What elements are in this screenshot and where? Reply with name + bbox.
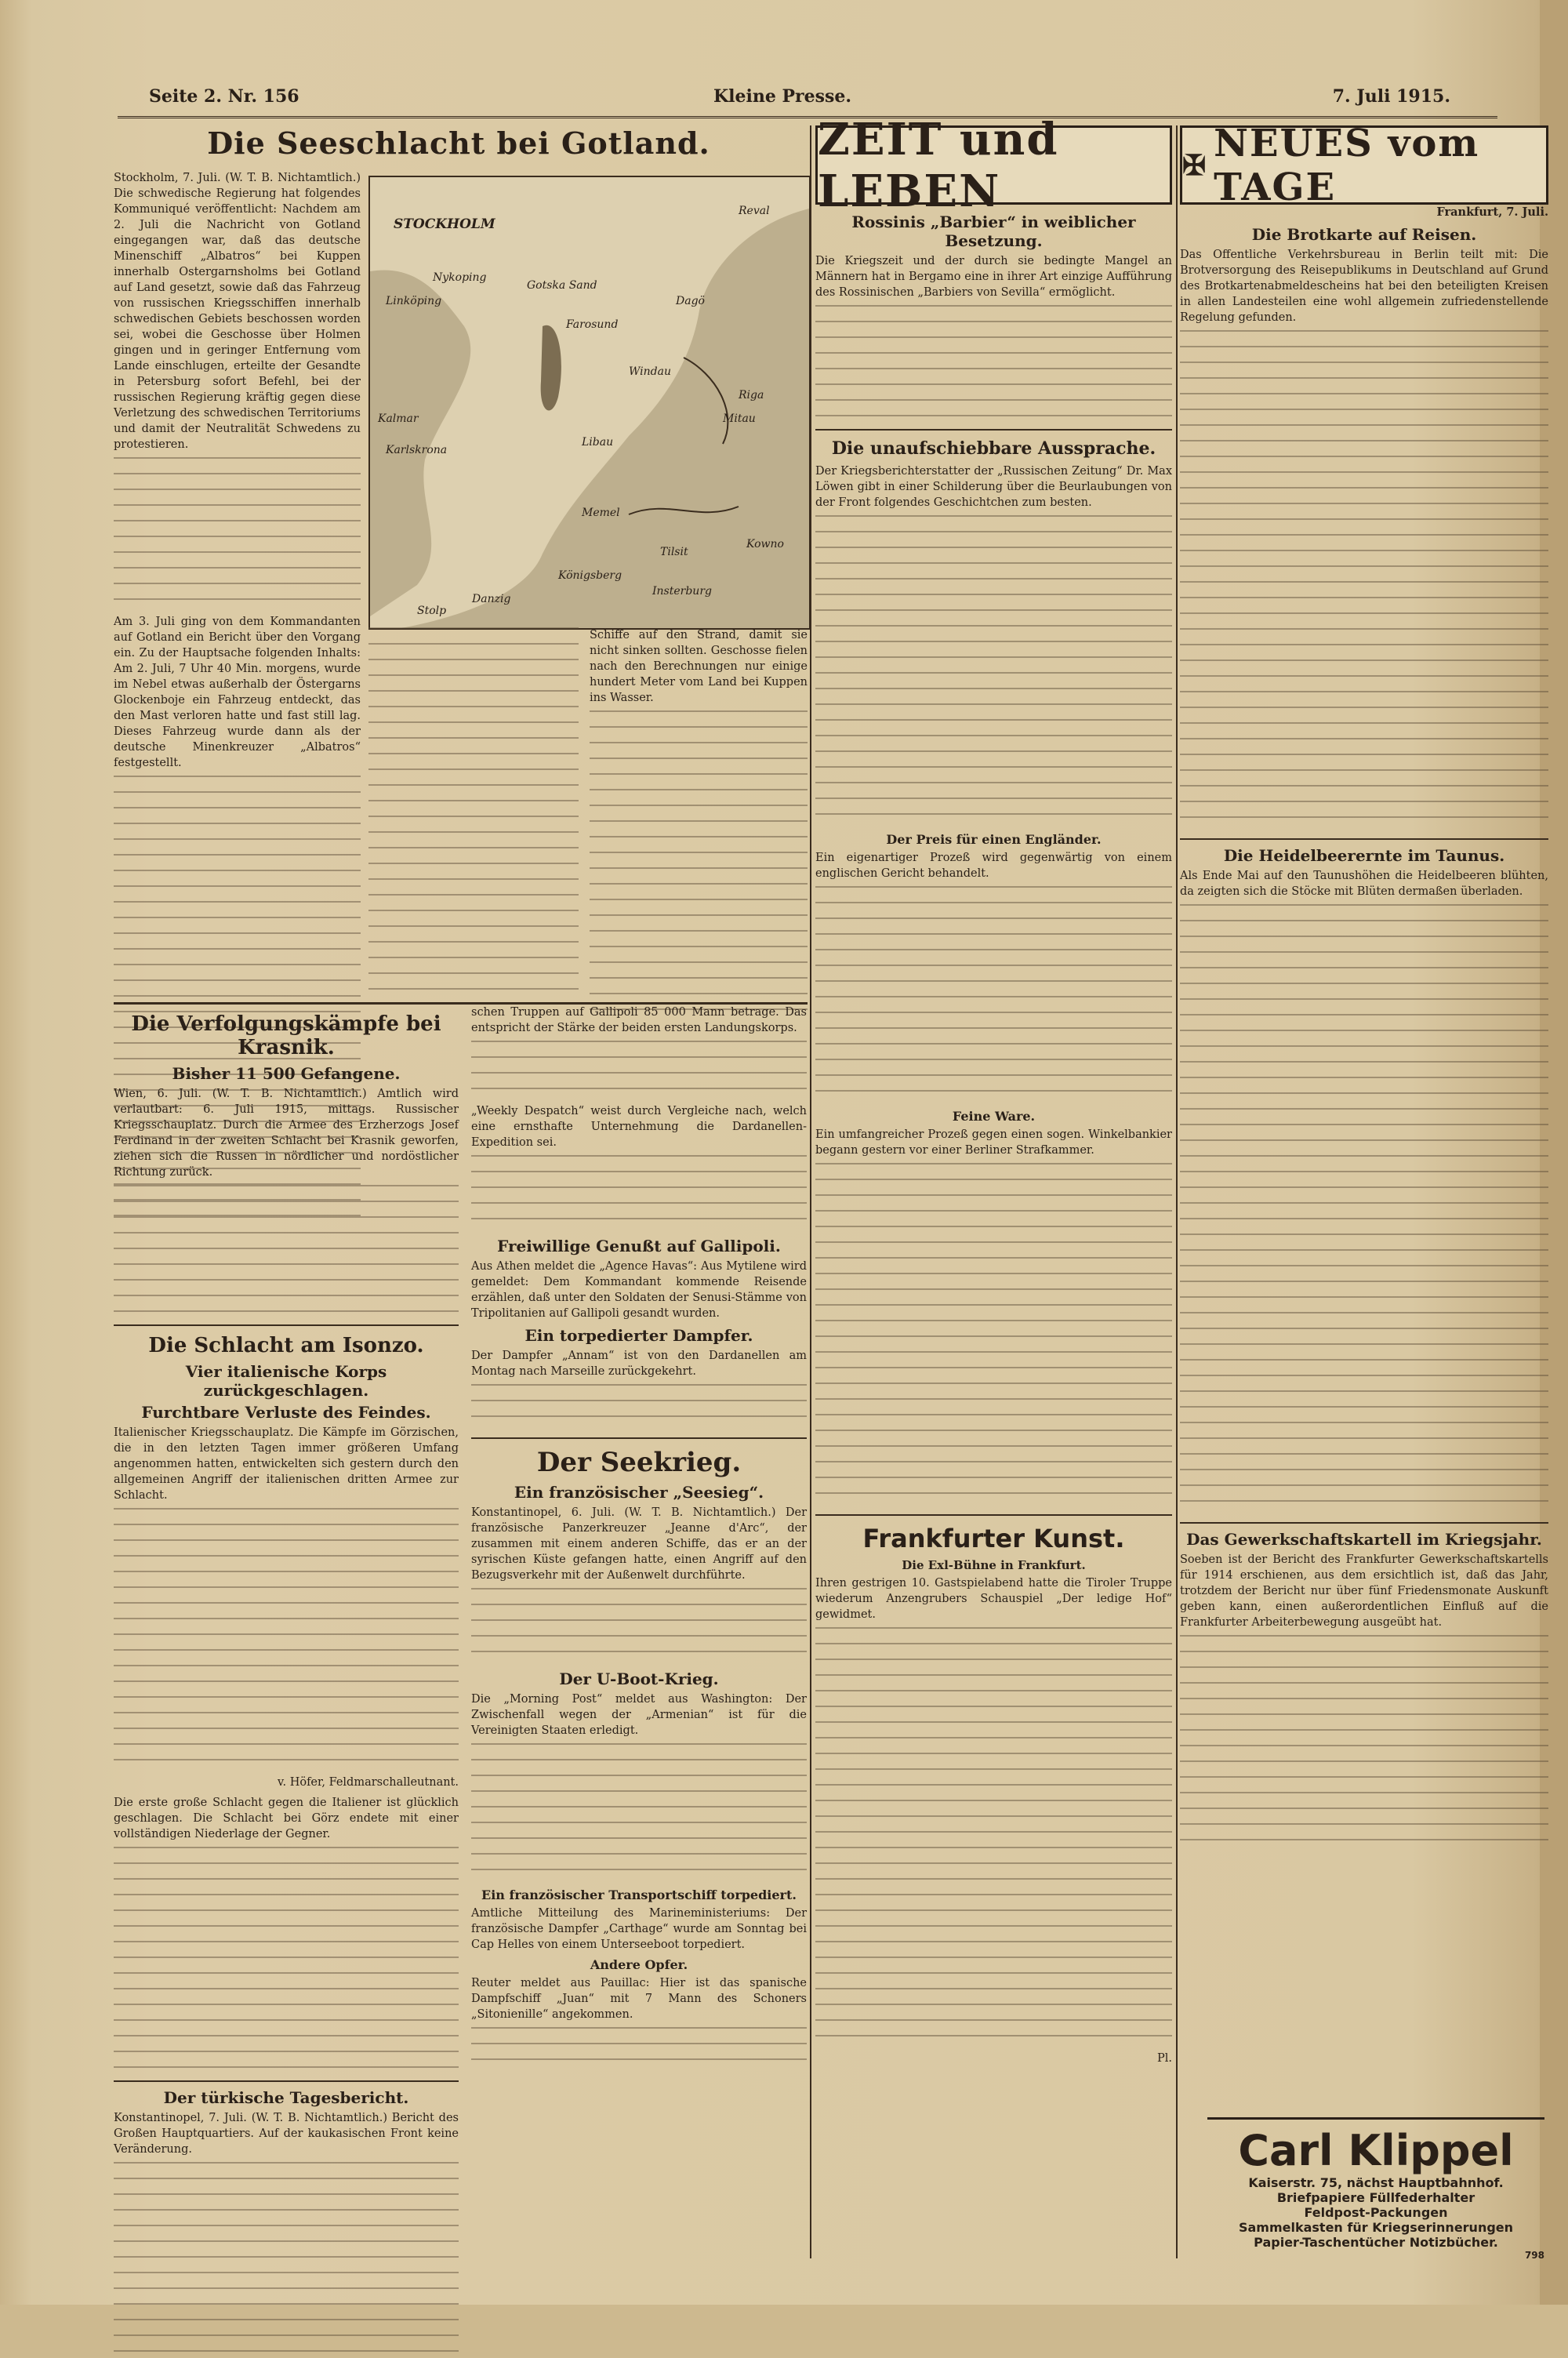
eagle-icon: ✠	[1182, 148, 1208, 182]
map-label: Farosund	[566, 318, 619, 331]
text-block	[368, 627, 579, 996]
column-divider	[810, 125, 811, 2258]
article-paragraph: Reuter meldet aus Pauillac: Hier ist das spanische Dampfschiff „Juan“ mit 7 Mann des Schoners „Sitonienille“ angekommen.	[471, 1977, 807, 2021]
text-block	[471, 1384, 807, 1431]
text-block	[815, 515, 1172, 829]
text-block	[471, 1155, 807, 1233]
map-label: Kalmar	[378, 412, 419, 425]
subhead-feine-ware: Feine Ware.	[952, 1109, 1036, 1124]
article-paragraph: Die erste große Schlacht gegen die Italiener ist glücklich geschlagen. Die Schlacht bei Görz endete mit einer vollständigen Niederlage der Gegner.	[114, 1797, 459, 1840]
headline-tuerk: Der türkische Tagesbericht.	[163, 2088, 409, 2107]
article-paragraph: „Weekly Despatch“ weist durch Vergleiche nach, welch eine ernsthafte Unternehmung die Dardanellen-Expedition sei.	[471, 1105, 807, 1149]
headline-isonzo: Die Schlacht am Isonzo.	[148, 1334, 424, 1357]
article-paragraph: Die Kriegszeit und der durch sie bedingte Mangel an Männern hat in Bergamo eine in ihrer Art einzige Aufführung des Rossinischen „Barbiers von Sevilla“ ermöglicht.	[815, 255, 1172, 299]
text-block	[471, 1041, 807, 1103]
map-label: Mitau	[723, 412, 756, 425]
headline-kunst: Frankfurter Kunst.	[862, 1524, 1125, 1553]
map-label: STOCKHOLM	[394, 216, 495, 232]
subhead-dampfer: Ein torpedierter Dampfer.	[524, 1326, 753, 1345]
map-label: Libau	[582, 436, 614, 449]
map-label: Insterburg	[652, 585, 712, 598]
subhead-transport: Ein französischer Transportschiff torpediert.	[481, 1887, 797, 1902]
article-paragraph: Ein umfangreicher Prozeß gegen einen sogen. Winkelbankier begann gestern vor einer Berliner Strafkammer.	[815, 1128, 1172, 1157]
article-paragraph: Das Offentliche Verkehrsbureau in Berlin teilt mit: Die Brotversorgung des Reisepublikums in Deutschland auf Grund des Brotkartenabmeldescheins hat bei den beteiligten Kreisen in allen Landesteilen eine wohl allgemein zufriedenstellende Regelung gefunden.	[1180, 249, 1548, 324]
map-label: Karlskrona	[386, 444, 448, 456]
baltic-map	[368, 176, 811, 630]
article-paragraph: Ein eigenartiger Prozeß wird gegenwärtig von einem englischen Gericht behandelt.	[815, 852, 1172, 880]
issue-date: 7. Juli 1915.	[1332, 86, 1450, 107]
subhead-isonzo-2: Furchtbare Verluste des Feindes.	[141, 1403, 431, 1422]
dateline: Frankfurt, 7. Juli.	[1436, 205, 1548, 219]
headline-gewerkschaft: Das Gewerkschaftskartell im Kriegsjahr.	[1186, 1530, 1542, 1549]
map-label: Reval	[739, 205, 770, 217]
signature: Pl.	[1156, 2052, 1172, 2065]
text-block	[114, 1847, 459, 2074]
article-paragraph: Wien, 6. Juli. (W. T. B. Nichtamtlich.) Amtlich wird verlautbart: 6. Juli 1915, mittags. Russischer Kriegsschauplatz. Durch die Armee des Erzherzogs Josef Ferdinand in der zweiten Schlacht bei Krasnik geworfen, ziehen sich die Russen in nördlicher und nordöstlicher Richtung zurück.	[114, 1088, 459, 1179]
text-block	[114, 2162, 459, 2358]
text-block	[1180, 1635, 1548, 1855]
text-block	[815, 305, 1172, 423]
map-label: Danzig	[472, 593, 511, 605]
column-zeit-und-leben	[815, 113, 1172, 2071]
article-paragraph: Aus Athen meldet die „Agence Havas“: Aus Mytilene wird gemeldet: Dem Kommandant kommende Reisende erzählen, daß unter den Soldaten der Senusi-Stämme von Tripolitanien auf Gallipoli gesandt wurden.	[471, 1260, 807, 1320]
headline-seekrieg: Der Seekrieg.	[536, 1447, 742, 1478]
headline-verfolgung: Die Verfolgungskämpfe bei Krasnik.	[131, 1012, 441, 1059]
subhead-kunst: Die Exl-Bühne in Frankfurt.	[902, 1558, 1086, 1572]
article-paragraph: Der Dampfer „Annam“ ist von den Dardanellen am Montag nach Marseille zurückgekehrt.	[471, 1350, 807, 1378]
map-label: Riga	[739, 389, 764, 401]
article-paragraph: Am 3. Juli ging von dem Kommandanten auf Gotland ein Bericht über den Vorgang ein. Zu der Hauptsache folgenden Inhalts: Am 2. Juli, 7 Uhr 40 Min. morgens, wurde im Nebel etwas außerhalb der Östergarns Glockenboje ein Fahrzeug entdeckt, das den Mast verloren hatte und fast still lag. Dieses Fahrzeug wurde dann als der deutsche Minenkreuzer „Albatros“ festgestellt.	[114, 616, 361, 769]
subhead-isonzo-1: Vier italienische Korps zurückgeschlagen.	[185, 1362, 387, 1400]
text-block	[114, 457, 361, 614]
column-neues-vom-tage	[1180, 121, 1548, 1855]
text-block	[114, 1185, 459, 1318]
subhead-verfolgung: Bisher 11 500 Gefangene.	[172, 1064, 401, 1083]
divider	[815, 1514, 1172, 1516]
article-paragraph: Amtliche Mitteilung des Marineministeriums: Der französische Dampfer „Carthage“ wurde am Sonntag bei Cap Helles von einem Unterseeboot torpediert.	[471, 1907, 807, 1951]
article-paragraph: Konstantinopel, 6. Juli. (W. T. B. Nichtamtlich.) Der französische Panzerkreuzer „Jeanne d'Arc“, der zusammen mit einem anderen Schiffe, das er an der syrischen Küste gefangen hatte, einen Angriff auf den Bezugsverkehr mit der Außenwelt durchführte.	[471, 1506, 807, 1582]
headline-barbier: Rossinis „Barbier“ in weiblicher Besetzung.	[851, 213, 1136, 250]
divider	[114, 2080, 459, 2082]
article-paragraph: Soeben ist der Bericht des Frankfurter Gewerkschaftskartells für 1914 erschienen, aus dem ersichtlich ist, daß das Jahr, trotzdem der Bericht nur über fünf Friedensmonate Auskunft geben kann, einen außerordentlichen Einfluß auf die Frankfurter Arbeiterbewegung ausgeübt hat.	[1180, 1553, 1548, 1629]
subhead-opfer: Andere Opfer.	[590, 1957, 688, 1972]
page-number: Seite 2. Nr. 156	[149, 86, 299, 107]
article-paragraph: Der Kriegsberichterstatter der „Russischen Zeitung“ Dr. Max Löwen gibt in einer Schilderung über die Beurlaubungen von der Front folgendes Geschichtchen zum besten.	[815, 465, 1172, 509]
article-lead: Stockholm, 7. Juli. (W. T. B. Nichtamtlich.) Die schwedische Regierung hat folgendes Kommuniqué veröffentlicht: Nachdem am 2. Juli die Nachricht von Gotland eingegangen war, daß das deutsche Minenschiff „Albatros“ bei Kuppen innerhalb Ostergarnsholms bei Gotland auf Land gesetzt, sowie daß das Fahrzeug von russischen Kriegsschiffen innerhalb schwedischen Gebiets beschossen worden sei, wobei die Geschosse über Holmen gingen und in geringer Entfernung vom Lande einschlugen, erteilte der Gesandte in Petersburg sofort Befehl, bei der russischen Regierung kräftig gegen diese Verletzung des schwedischen Territoriums und damit der Neutralität Schwedens zu protestieren.	[114, 172, 361, 451]
text-block	[1180, 330, 1548, 832]
headline-aussprache: Die unaufschiebbare Aussprache.	[831, 438, 1156, 459]
text-block	[815, 1627, 1172, 2051]
ad-code: 798	[1524, 2250, 1544, 2261]
article-paragraph: schen Truppen auf Gallipoli 85 000 Mann betrage. Das entspricht der Stärke der beiden ersten Landungskorps.	[471, 1006, 807, 1034]
divider	[1180, 1522, 1548, 1524]
ad-line: Papier-Taschentücher Notizbücher.	[1254, 2235, 1498, 2250]
masthead-zeit-und-leben: ZEIT und LEBEN	[815, 125, 1172, 205]
map-label: Dagö	[676, 295, 705, 307]
seeschlacht-continued	[368, 627, 808, 1024]
masthead-text: NEUES vom TAGE	[1214, 121, 1480, 209]
divider	[1180, 838, 1548, 840]
map-label: Nykoping	[433, 271, 487, 284]
ad-address: Kaiserstr. 75, nächst Hauptbahnhof.	[1248, 2175, 1504, 2190]
masthead-neues-vom-tage	[1180, 121, 1548, 209]
map-label: Stolp	[417, 605, 447, 617]
article-paragraph: Als Ende Mai auf den Taunushöhen die Heidelbeeren blühten, da zeigten sich die Stöcke mit Blüten dermaßen überladen.	[1180, 870, 1548, 898]
article-paragraph: Italienischer Kriegsschauplatz. Die Kämpfe im Görzischen, die in den letzten Tagen immer größeren Umfang angenommen hatten, entwickelten sich gestern durch den allgemeinen Angriff der italienischen dritten Armee zur Schlacht.	[114, 1426, 459, 1502]
article-paragraph: Schiffe auf den Strand, damit sie nicht sinken sollten. Geschosse fielen nach den Berechnungen nur einige hundert Meter vom Land bei Kuppen ins Wasser.	[590, 629, 808, 704]
headline-seeschlacht: Die Seeschlacht bei Gotland.	[207, 125, 710, 161]
subhead-preis: Der Preis für einen Engländer.	[886, 832, 1102, 847]
divider	[815, 429, 1172, 431]
text-block	[471, 1588, 807, 1666]
map-label: Königsberg	[558, 569, 622, 582]
map-label: Linköping	[386, 295, 442, 307]
text-block	[590, 710, 808, 1024]
ad-line: Feldpost-Packungen	[1304, 2205, 1448, 2220]
ad-line: Sammelkasten für Kriegserinnerungen	[1238, 2220, 1514, 2235]
divider	[471, 1437, 807, 1439]
ad-name: Carl Klippel	[1238, 2126, 1514, 2175]
subhead-uboot: Der U-Boot-Krieg.	[559, 1669, 719, 1688]
map-label: Kowno	[746, 538, 784, 550]
map-drawing	[370, 177, 809, 628]
map-label: Gotska Sand	[527, 279, 597, 292]
column-divider	[1176, 125, 1178, 2258]
page-header	[118, 85, 1497, 118]
ad-line: Briefpapiere Füllfederhalter	[1276, 2190, 1475, 2205]
lower-left-section	[114, 1002, 808, 2358]
text-block	[815, 886, 1172, 1106]
article-paragraph: Konstantinopel, 7. Juli. (W. T. B. Nichtamtlich.) Bericht des Großen Hauptquartiers. Auf der kaukasischen Front keine Veränderung.	[114, 2112, 459, 2156]
text-block	[471, 2027, 807, 2074]
subhead-gallipoli: Freiwillige Genußt auf Gallipoli.	[497, 1237, 781, 1255]
advertisement-klippel	[1207, 2117, 1544, 2261]
text-block	[471, 1743, 807, 1884]
map-label: Windau	[629, 365, 671, 378]
text-block	[815, 1163, 1172, 1508]
subhead-seesieg: Ein französischer „Seesieg“.	[514, 1483, 764, 1502]
text-block	[114, 1508, 459, 1775]
divider	[114, 1324, 459, 1326]
headline-brotkarte: Die Brotkarte auf Reisen.	[1251, 225, 1477, 244]
headline-heidelbeere: Die Heidelbeerernte im Taunus.	[1223, 846, 1505, 865]
article-paragraph: Die „Morning Post“ meldet aus Washington: Der Zwischenfall wegen der „Armenian“ ist für die Vereinigten Staaten erledigt.	[471, 1693, 807, 1737]
map-label: Tilsit	[660, 546, 688, 558]
article-paragraph: Ihren gestrigen 10. Gastspielabend hatte die Tiroler Truppe wiederum Anzengrubers Schauspiel „Der ledige Hof“ gewidmet.	[815, 1577, 1172, 1621]
newspaper-name: Kleine Presse.	[713, 86, 852, 107]
text-block	[1180, 904, 1548, 1516]
map-label: Memel	[582, 507, 620, 519]
signature: v. Höfer, Feldmarschalleutnant.	[278, 1776, 459, 1789]
